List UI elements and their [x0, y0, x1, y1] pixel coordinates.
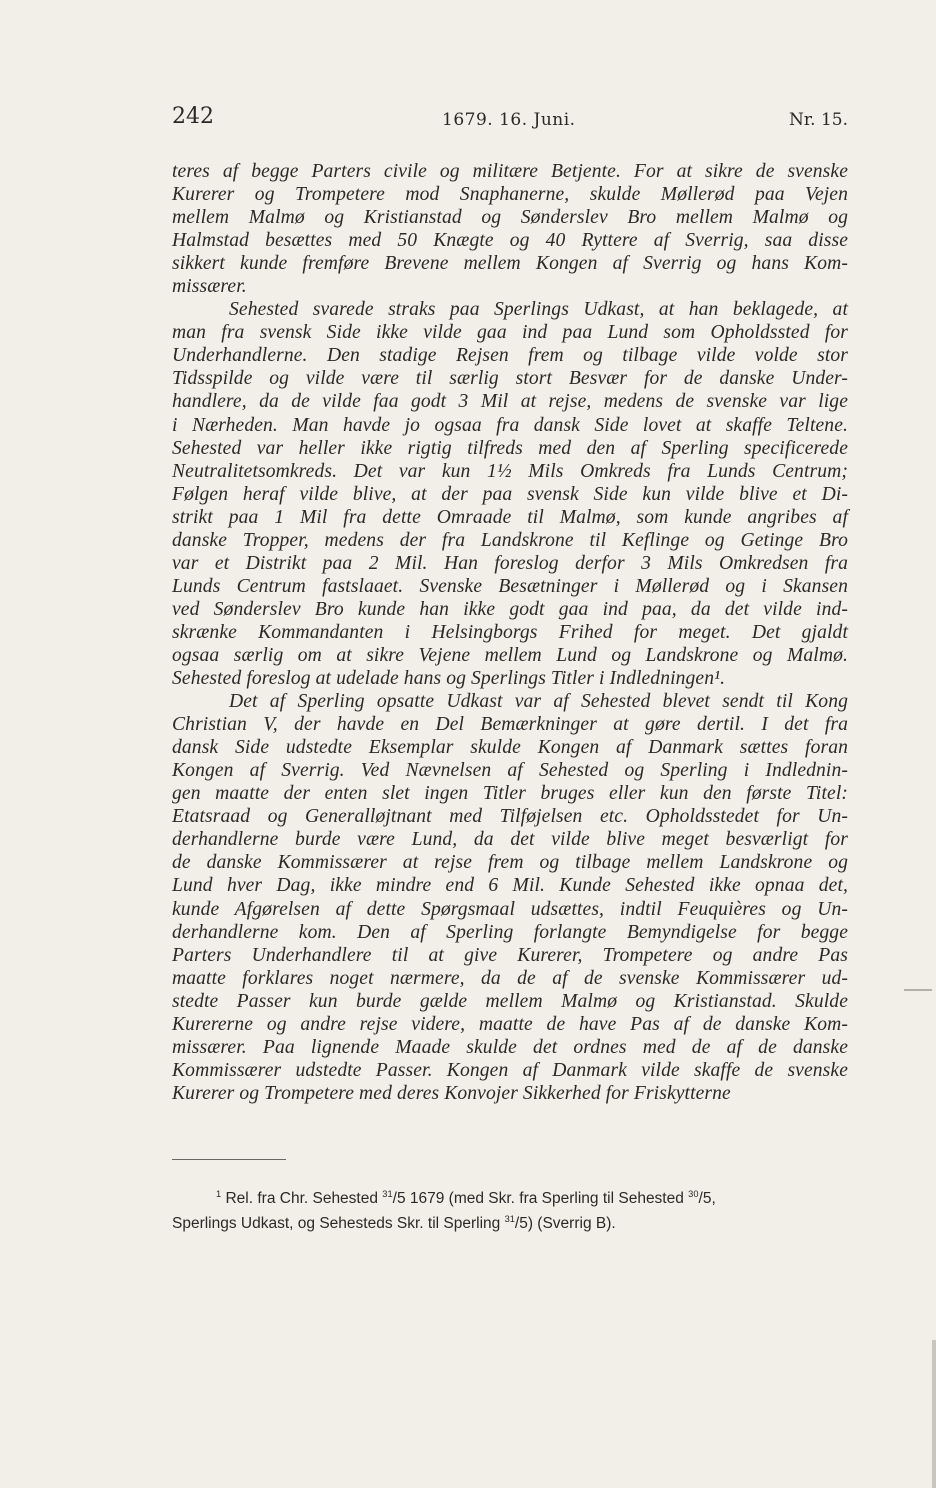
- text-line: Det af Sperling opsatte Udkast var af Sehested blevet sendt til Kong: [229, 691, 848, 713]
- text-line: Kommissærer udstedte Passer. Kongen af Danmark vilde skaffe de svenske: [172, 1059, 848, 1081]
- text-line: Sehested svarede straks paa Sperlings Udkast, at han beklagede, at: [229, 299, 848, 321]
- text-line: mellem Malmø og Kristianstad og Sønderslev Bro mellem Malmø og: [172, 207, 848, 229]
- text-line: derhandlerne burde være Lund, da det vilde blive meget besværligt for: [172, 829, 848, 851]
- text-line: maatte forklares noget nærmere, da de af de svenske Kommissærer ud-: [172, 967, 848, 989]
- text-line: Neutralitetsomkreds. Det var kun 1½ Mils Omkreds fra Lunds Centrum;: [172, 460, 848, 482]
- text-line: Halmstad besættes med 50 Knægte og 40 Ryttere af Sverrig, saa disse: [172, 230, 848, 252]
- text-line: missærer.: [172, 276, 247, 298]
- text-line: kunde Afgørelsen af dette Spørgsmaal udsættes, indtil Feuquières og Un-: [172, 898, 848, 920]
- page-number: 242: [172, 104, 214, 129]
- footnote-line: [172, 1211, 848, 1236]
- text-line: teres af begge Parters civile og militære Betjente. For at sikre de svenske: [172, 161, 848, 182]
- footnote-sup: 31: [382, 1188, 393, 1199]
- text-line: Kurerer og Trompetere med deres Konvojer Sikkerhed for Friskytterne: [172, 1082, 731, 1104]
- text-line: Kongen af Sverrig. Ved Nævnelsen af Sehested og Sperling i Indlednin-: [172, 760, 848, 782]
- text-line: Sehested foreslog at udelade hans og Sperlings Titler i Indledningen¹.: [172, 668, 726, 690]
- text-line: skrænke Kommandanten i Helsingborgs Frihed for meget. Det gjaldt: [172, 621, 848, 643]
- margin-mark: [904, 989, 932, 991]
- text-line: Følgen heraf vilde blive, at der paa svensk Side kun vilde blive et Di-: [172, 483, 848, 505]
- footnote-text: /5,: [698, 1190, 716, 1207]
- text-line: i Nærheden. Man havde jo ogsaa fra dansk Side lovet at skaffe Teltene.: [172, 414, 848, 436]
- footnote: [172, 1186, 848, 1236]
- text-line: derhandlerne kom. Den af Sperling forlangte Bemyndigelse for begge: [172, 921, 848, 943]
- text-line: var et Distrikt paa 2 Mil. Han foreslog derfor 3 Mils Omkredsen fra: [172, 552, 848, 574]
- footnote-line: [172, 1186, 848, 1211]
- text-line: danske Tropper, medens der fra Landskrone til Keflinge og Getinge Bro: [172, 529, 848, 551]
- footnote-text: Rel. fra Chr. Sehested: [225, 1190, 383, 1207]
- text-line: de danske Kommissærer at rejse frem og tilbage mellem Landskrone og: [172, 852, 848, 874]
- text-line: Kurererne og andre rejse videre, maatte de have Pas af de danske Kom-: [172, 1013, 848, 1035]
- text-line: man fra svensk Side ikke vilde gaa ind paa Lund som Opholdssted for: [172, 322, 848, 344]
- footnote-text: /5 1679 (med Skr. fra Sperling til Sehested: [392, 1190, 689, 1207]
- text-line: Underhandlerne. Den stadige Rejsen frem og tilbage vilde volde stor: [172, 345, 848, 367]
- scan-edge: [932, 1340, 936, 1488]
- text-line: gen maatte der enten slet ingen Titler bruges eller kun den første Titel:: [172, 783, 848, 805]
- text-line: missærer. Paa lignende Maade skulde det ordnes med de af de danske: [172, 1036, 848, 1058]
- running-header: [172, 104, 848, 134]
- footnote-marker: 1: [216, 1188, 222, 1199]
- text-line: stedte Passer kun burde gælde mellem Malmø og Kristianstad. Skulde: [172, 990, 848, 1012]
- text-line: Tidsspilde og vilde være til særlig stort Besvær for de danske Under-: [172, 368, 848, 390]
- text-line: Sehested var heller ikke rigtig tilfreds med den af Sperling specificerede: [172, 437, 848, 459]
- footnote-text: Sperlings Udkast, og Sehesteds Skr. til Sperling: [172, 1215, 505, 1232]
- text-line: Lund hver Dag, ikke mindre end 6 Mil. Kunde Sehested ikke opnaa det,: [172, 875, 848, 897]
- footnote-sup: 30: [688, 1188, 699, 1199]
- body-text: [172, 160, 848, 1105]
- text-line: Etatsraad og Generalløjtnant med Tilføjelsen etc. Opholdsstedet for Un-: [172, 806, 848, 828]
- footnote-text: /5) (Sverrig B).: [514, 1215, 616, 1232]
- header-date: 1679. 16. Juni.: [442, 110, 576, 130]
- text-line: ved Sønderslev Bro kunde han ikke godt gaa ind paa, da det vilde ind-: [172, 598, 848, 620]
- text-line: handlere, da de vilde faa godt 3 Mil at rejse, medens de svenske var lige: [172, 391, 848, 413]
- text-line: dansk Side udstedte Eksemplar skulde Kongen af Danmark sættes foran: [172, 737, 848, 759]
- text-line: Christian V, der havde en Del Bemærkninger at gøre dertil. I det fra: [172, 714, 848, 736]
- text-line: ogsaa særlig om at sikre Vejene mellem Lund og Landskrone og Malmø.: [172, 644, 848, 666]
- text-line: Kurerer og Trompetere mod Snaphanerne, skulde Møllerød paa Vejen: [172, 184, 848, 206]
- text-line: Lunds Centrum fastslaaet. Svenske Besætninger i Møllerød og i Skansen: [172, 575, 848, 597]
- text-line: Parters Underhandlere til at give Kurerer, Trompetere og andre Pas: [172, 944, 848, 966]
- document-number: Nr. 15.: [789, 110, 848, 130]
- text-line: strikt paa 1 Mil fra dette Omraade til Malmø, som kunde angribes af: [172, 506, 848, 528]
- footnote-rule: [172, 1159, 286, 1160]
- text-line: sikkert kunde fremføre Brevene mellem Kongen af Sverrig og hans Kom-: [172, 253, 848, 275]
- footnote-sup: 31: [504, 1213, 515, 1224]
